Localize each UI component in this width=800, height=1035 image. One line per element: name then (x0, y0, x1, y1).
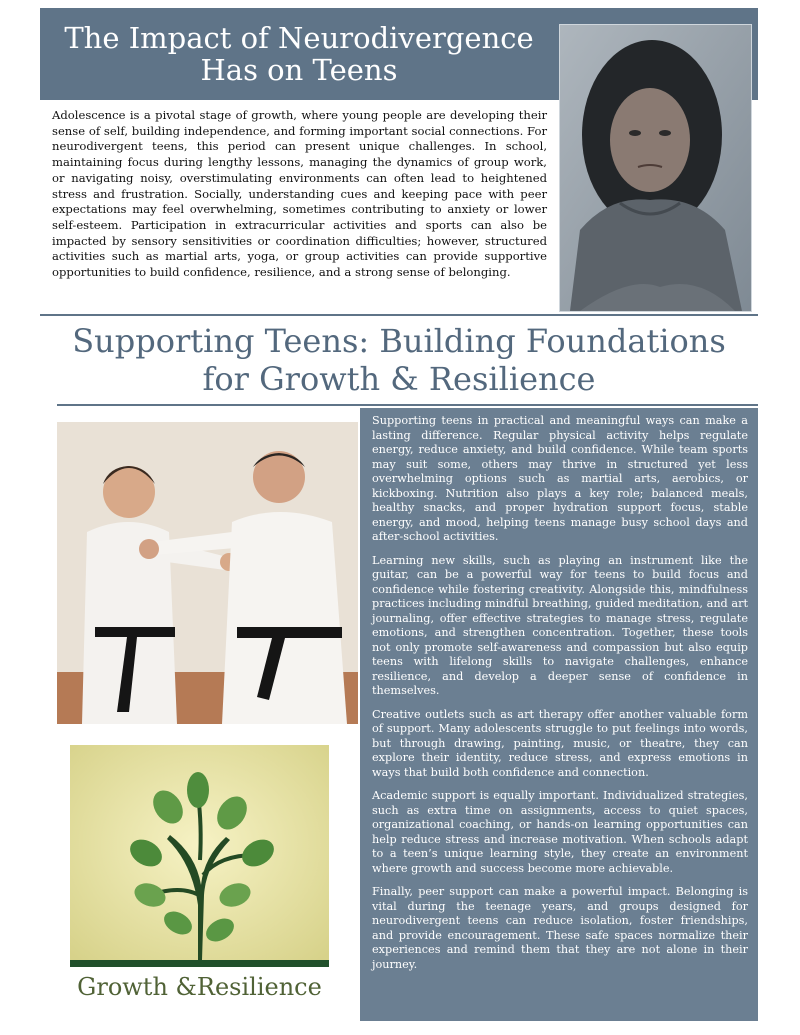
support-paragraph-2: Learning new skills, such as playing an instrument like the guitar, can be a powerful way for teens to build focus and confidence while fostering creativity. Alongside this, mindfulness practices including mindful breathing, guided meditation, and art journaling, offer effective strategies to manage stress, regulate emotions, and strengthen concentration. Together, these tools not only promote self-awareness and compassion but also equip teens with lifelong skills to navigate challenges, enhance resilience, and develop a deeper sense of confidence in themselves. (372, 553, 748, 697)
section-title-line-2: for Growth & Resilience (202, 360, 596, 398)
support-text (372, 414, 748, 981)
tree-caption: Growth &Resilience (77, 973, 322, 1001)
martial-arts-photo (57, 422, 358, 724)
section-title (40, 322, 758, 398)
teen-portrait-photo (559, 24, 752, 312)
page-title-line-2: Has on Teens (200, 53, 398, 87)
support-paragraph-3: Creative outlets such as art therapy offer another valuable form of support. Many adolescents struggle to put feelings into words, but through drawing, painting, music, or theatre, they can explore their identity, reduce stress, and express emotions in ways that build both confidence and connection. (372, 707, 748, 779)
support-paragraph-1: Supporting teens in practical and meaningful ways can make a lasting difference. Regular physical activity helps regulate energy, reduce anxiety, and build confidence. While team sports may suit some, others may thrive in structured yet less overwhelming options such as martial arts, aerobics, or kickboxing. Nutrition also plays a key role; balanced meals, healthy snacks, and proper hydration support focus, stable energy, and mood, helping teens manage busy school days and after-school activities. (372, 414, 748, 543)
section-divider-top (40, 314, 758, 316)
section-divider-bottom (57, 404, 758, 406)
tree-illustration (70, 745, 329, 967)
page-title (40, 8, 558, 100)
intro-paragraph: Adolescence is a pivotal stage of growth, where young people are developing their sense of self, building independence, and forming important social connections. For neurodivergent teens, this period can present unique challenges. In school, maintaining focus during lengthy lessons, managing the dynamics of group work, or navigating noisy, overstimulating environments can often lead to heightened stress and frustration. Socially, understanding cues and keeping pace with peer expectations may feel overwhelming, sometimes contributing to anxiety or lower self-esteem. Participation in extracurricular activities and sports can also be impacted by sensory sensitivities or coordination difficulties; however, structured activities such as martial arts, yoga, or group activities can provide supportive opportunities to build confidence, resilience, and a strong sense of belonging. (52, 108, 547, 280)
section-title-line-1: Supporting Teens: Building Foundations (72, 322, 726, 360)
support-paragraph-4: Academic support is equally important. Individualized strategies, such as extra time on assignments, access to quiet spaces, organizational coaching, or hands-on learning opportunities can help reduce stress and increase motivation. When schools adapt to a teen’s unique learning style, they create an environment where growth and success become more achievable. (372, 789, 748, 875)
page-title-line-1: The Impact of Neurodivergence (64, 21, 534, 55)
support-paragraph-5: Finally, peer support can make a powerful impact. Belonging is vital during the teenage years, and groups designed for neurodivergent teens can reduce isolation, foster friendships, and provide encouragement. These safe spaces normalize their experiences and remind them that they are not alone in their journey. (372, 885, 748, 971)
